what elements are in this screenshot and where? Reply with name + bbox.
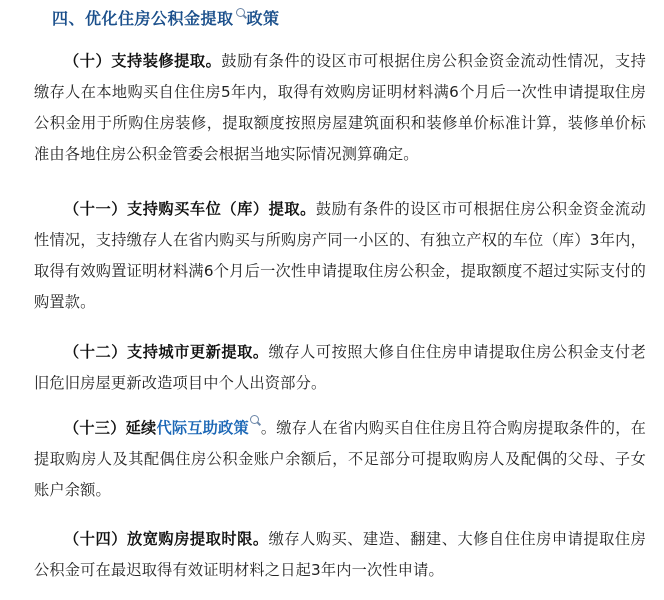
item-14-text: 缴存人购买、建造、翻建、大修自住住房申请提取住房公积金可在最迟取得有效证明材料之日起3年内一次性申请。 [34,530,646,579]
item-13-policy-link[interactable]: 代际互助政策 [156,419,249,437]
paragraph-item-14 [34,524,646,586]
item-12-text: 缴存人可按照大修自住住房申请提取住房公积金支付老旧危旧房屋更新改造项目中个人出资部分。 [34,343,646,392]
paragraph-item-12 [34,337,646,399]
paragraph-item-11 [34,194,646,318]
item-11-text: 鼓励有条件的设区市可根据住房公积金资金流动性情况，支持缴存人在省内购买与所购房产同一小区的、有独立产权的车位（库）3年内，取得有效购置证明材料满6个月后一次性申请提取住房公积金，提取额度不超过实际支付的购置款。 [34,200,646,311]
item-14-lead: （十四）放宽购房提取时限。 [64,530,269,548]
paragraph-item-10 [34,46,646,170]
section-heading [52,6,280,29]
search-icon[interactable] [250,415,259,424]
item-10-text: 鼓励有条件的设区市可根据住房公积金资金流动性情况，支持缴存人在本地购买自住住房5年内，取得有效购房证明材料满6个月后一次性申请提取住房公积金用于所购住房装修，提取额度按照房屋建筑面积和装修单价标准计算，装修单价标准由各地住房公积金管委会根据当地实际情况测算确定。 [34,52,646,163]
item-13-text: 。缴存人在省内购买自住住房且符合购房提取条件的，在提取购房人及其配偶住房公积金账户余额后，不足部分可提取购房人及配偶的父母、子女账户余额。 [34,419,647,499]
section-title-prefix: 四、优化住房公积金提取 [52,9,234,28]
item-11-lead: （十一）支持购买车位（库）提取。 [64,200,316,218]
paragraph-item-13 [34,413,646,506]
search-icon[interactable] [236,8,245,17]
item-10-lead: （十）支持装修提取。 [64,52,222,70]
item-12-lead: （十二）支持城市更新提取。 [64,343,269,361]
section-title-suffix: 政策 [246,9,280,28]
item-13-lead: （十三）延续 [64,419,157,437]
